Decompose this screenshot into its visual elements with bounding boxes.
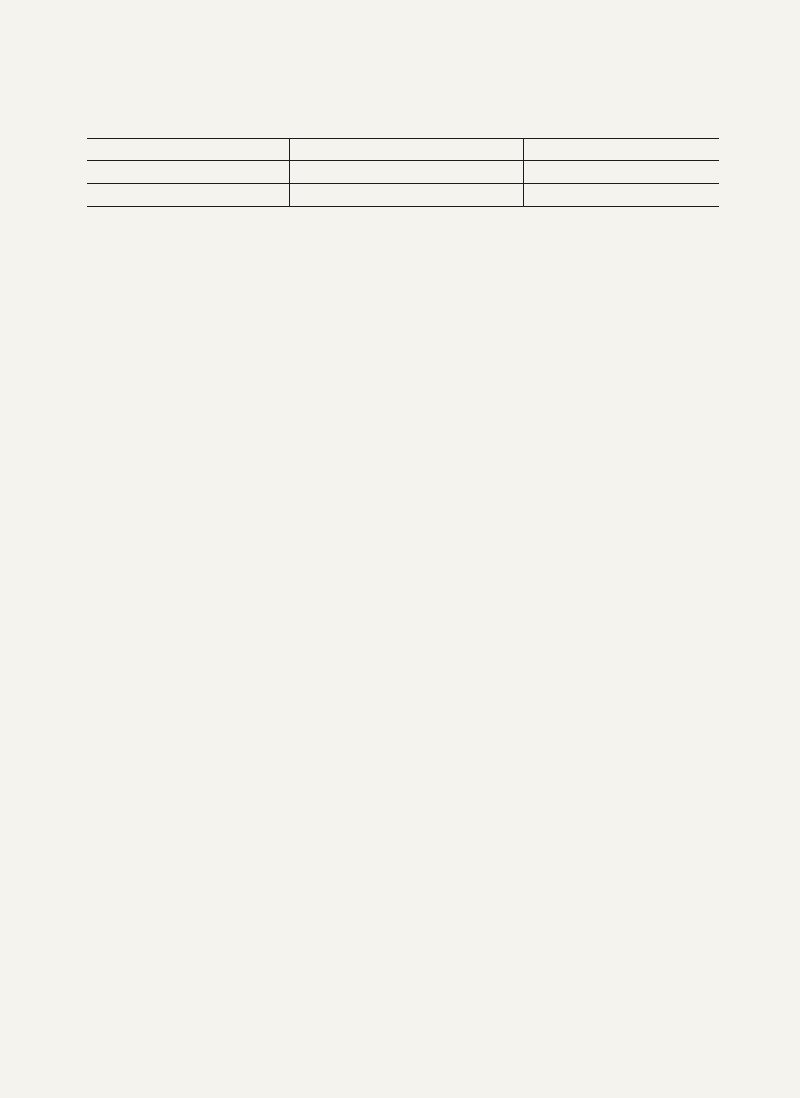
table-caption (87, 116, 717, 137)
document-body (87, 114, 717, 253)
table-cell (87, 184, 289, 207)
table-header-cell (289, 139, 523, 161)
table-header-cell (87, 139, 289, 161)
table-row (87, 161, 719, 184)
table-header-row (87, 139, 719, 161)
table-cell (289, 161, 523, 184)
table-cell (523, 184, 719, 207)
table-header-cell (523, 139, 719, 161)
table-caption-row (87, 116, 717, 138)
table-cell (87, 161, 289, 184)
table-cell (289, 184, 523, 207)
table-cell (523, 161, 719, 184)
table-row (87, 184, 719, 207)
section-heading (87, 221, 717, 243)
reliability-table (87, 138, 719, 207)
